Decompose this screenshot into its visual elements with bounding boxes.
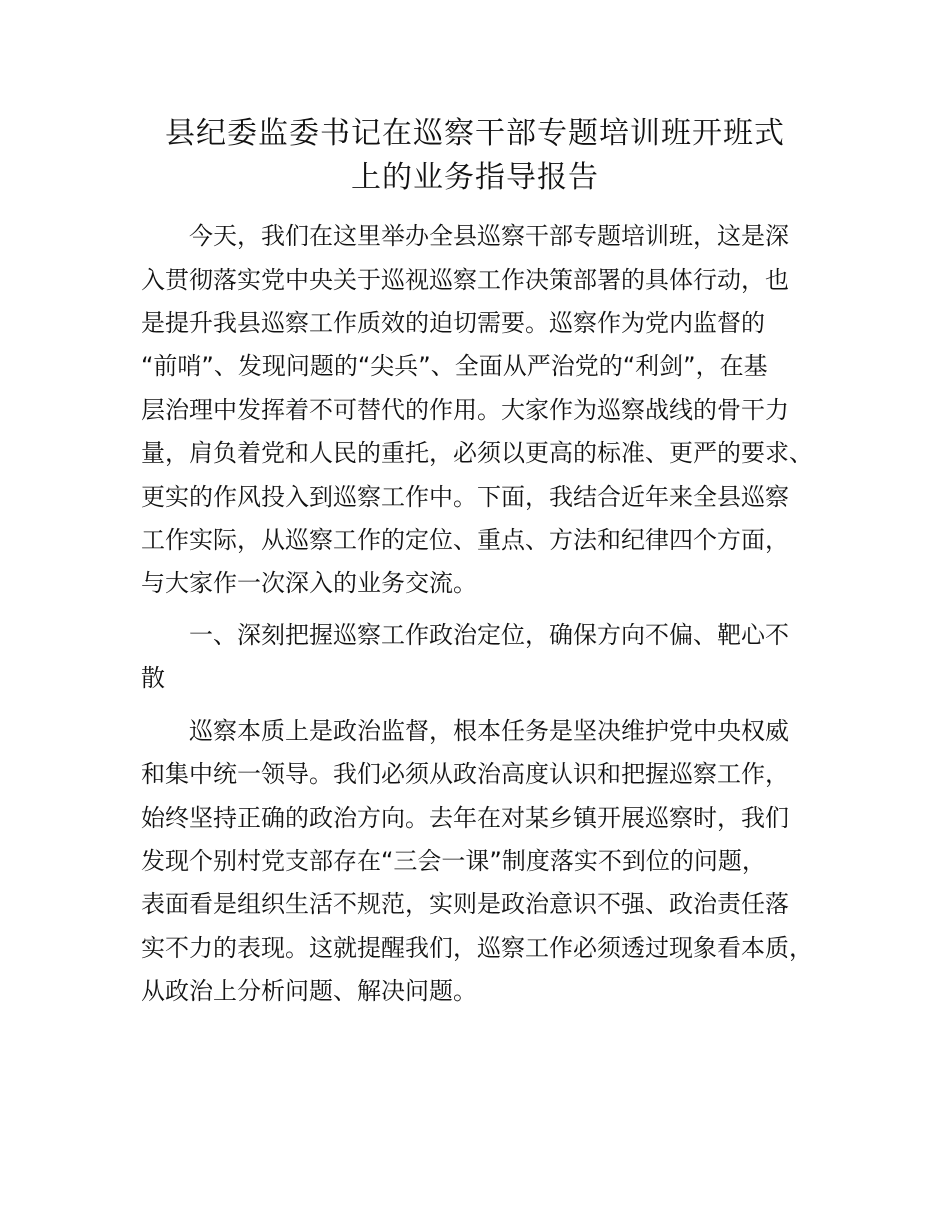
paragraph-line: “前哨”、发现问题的“尖兵”、全面从严治党的“利剑”，在基 [141, 352, 768, 380]
paragraph-line: 和集中统一领导。我们必须从政治高度认识和把握巡察工作， [141, 760, 789, 788]
document-title-line-2: 上的业务指导报告 [351, 160, 599, 195]
paragraph-line: 巡察本质上是政治监督，根本任务是坚决维护党中央权威 [189, 717, 789, 745]
paragraph-line: 工作实际，从巡察工作的定位、重点、方法和纪律四个方面， [141, 526, 789, 554]
paragraph-line: 入贯彻落实党中央关于巡视巡察工作决策部署的具体行动，也 [141, 266, 789, 294]
paragraph-line: 发现个别村党支部存在“三会一课”制度落实不到位的问题， [141, 847, 766, 875]
paragraph-line: 层治理中发挥着不可替代的作用。大家作为巡察战线的骨干力 [141, 396, 789, 424]
paragraph-line: 始终坚持正确的政治方向。去年在对某乡镇开展巡察时，我们 [141, 804, 789, 832]
heading-line: 一、深刻把握巡察工作政治定位，确保方向不偏、靶心不 [189, 621, 789, 649]
paragraph-line: 今天，我们在这里举办全县巡察干部专题培训班，这是深 [189, 222, 789, 250]
paragraph-line: 从政治上分析问题、解决问题。 [141, 977, 477, 1005]
paragraph-line: 表面看是组织生活不规范，实则是政治意识不强、政治责任落 [141, 890, 789, 918]
paragraph-line: 与大家作一次深入的业务交流。 [141, 569, 477, 597]
paragraph-line: 实不力的表现。这就提醒我们，巡察工作必须透过现象看本质， [141, 934, 813, 962]
heading-line: 散 [141, 664, 165, 692]
document-title-line-1: 县纪委监委书记在巡察干部专题培训班开班式 [165, 116, 785, 151]
paragraph-line: 量，肩负着党和人民的重托，必须以更高的标准、更严的要求、 [141, 439, 813, 467]
paragraph-line: 更实的作风投入到巡察工作中。下面，我结合近年来全县巡察 [141, 483, 789, 511]
paragraph-line: 是提升我县巡察工作质效的迫切需要。巡察作为党内监督的 [141, 309, 765, 337]
